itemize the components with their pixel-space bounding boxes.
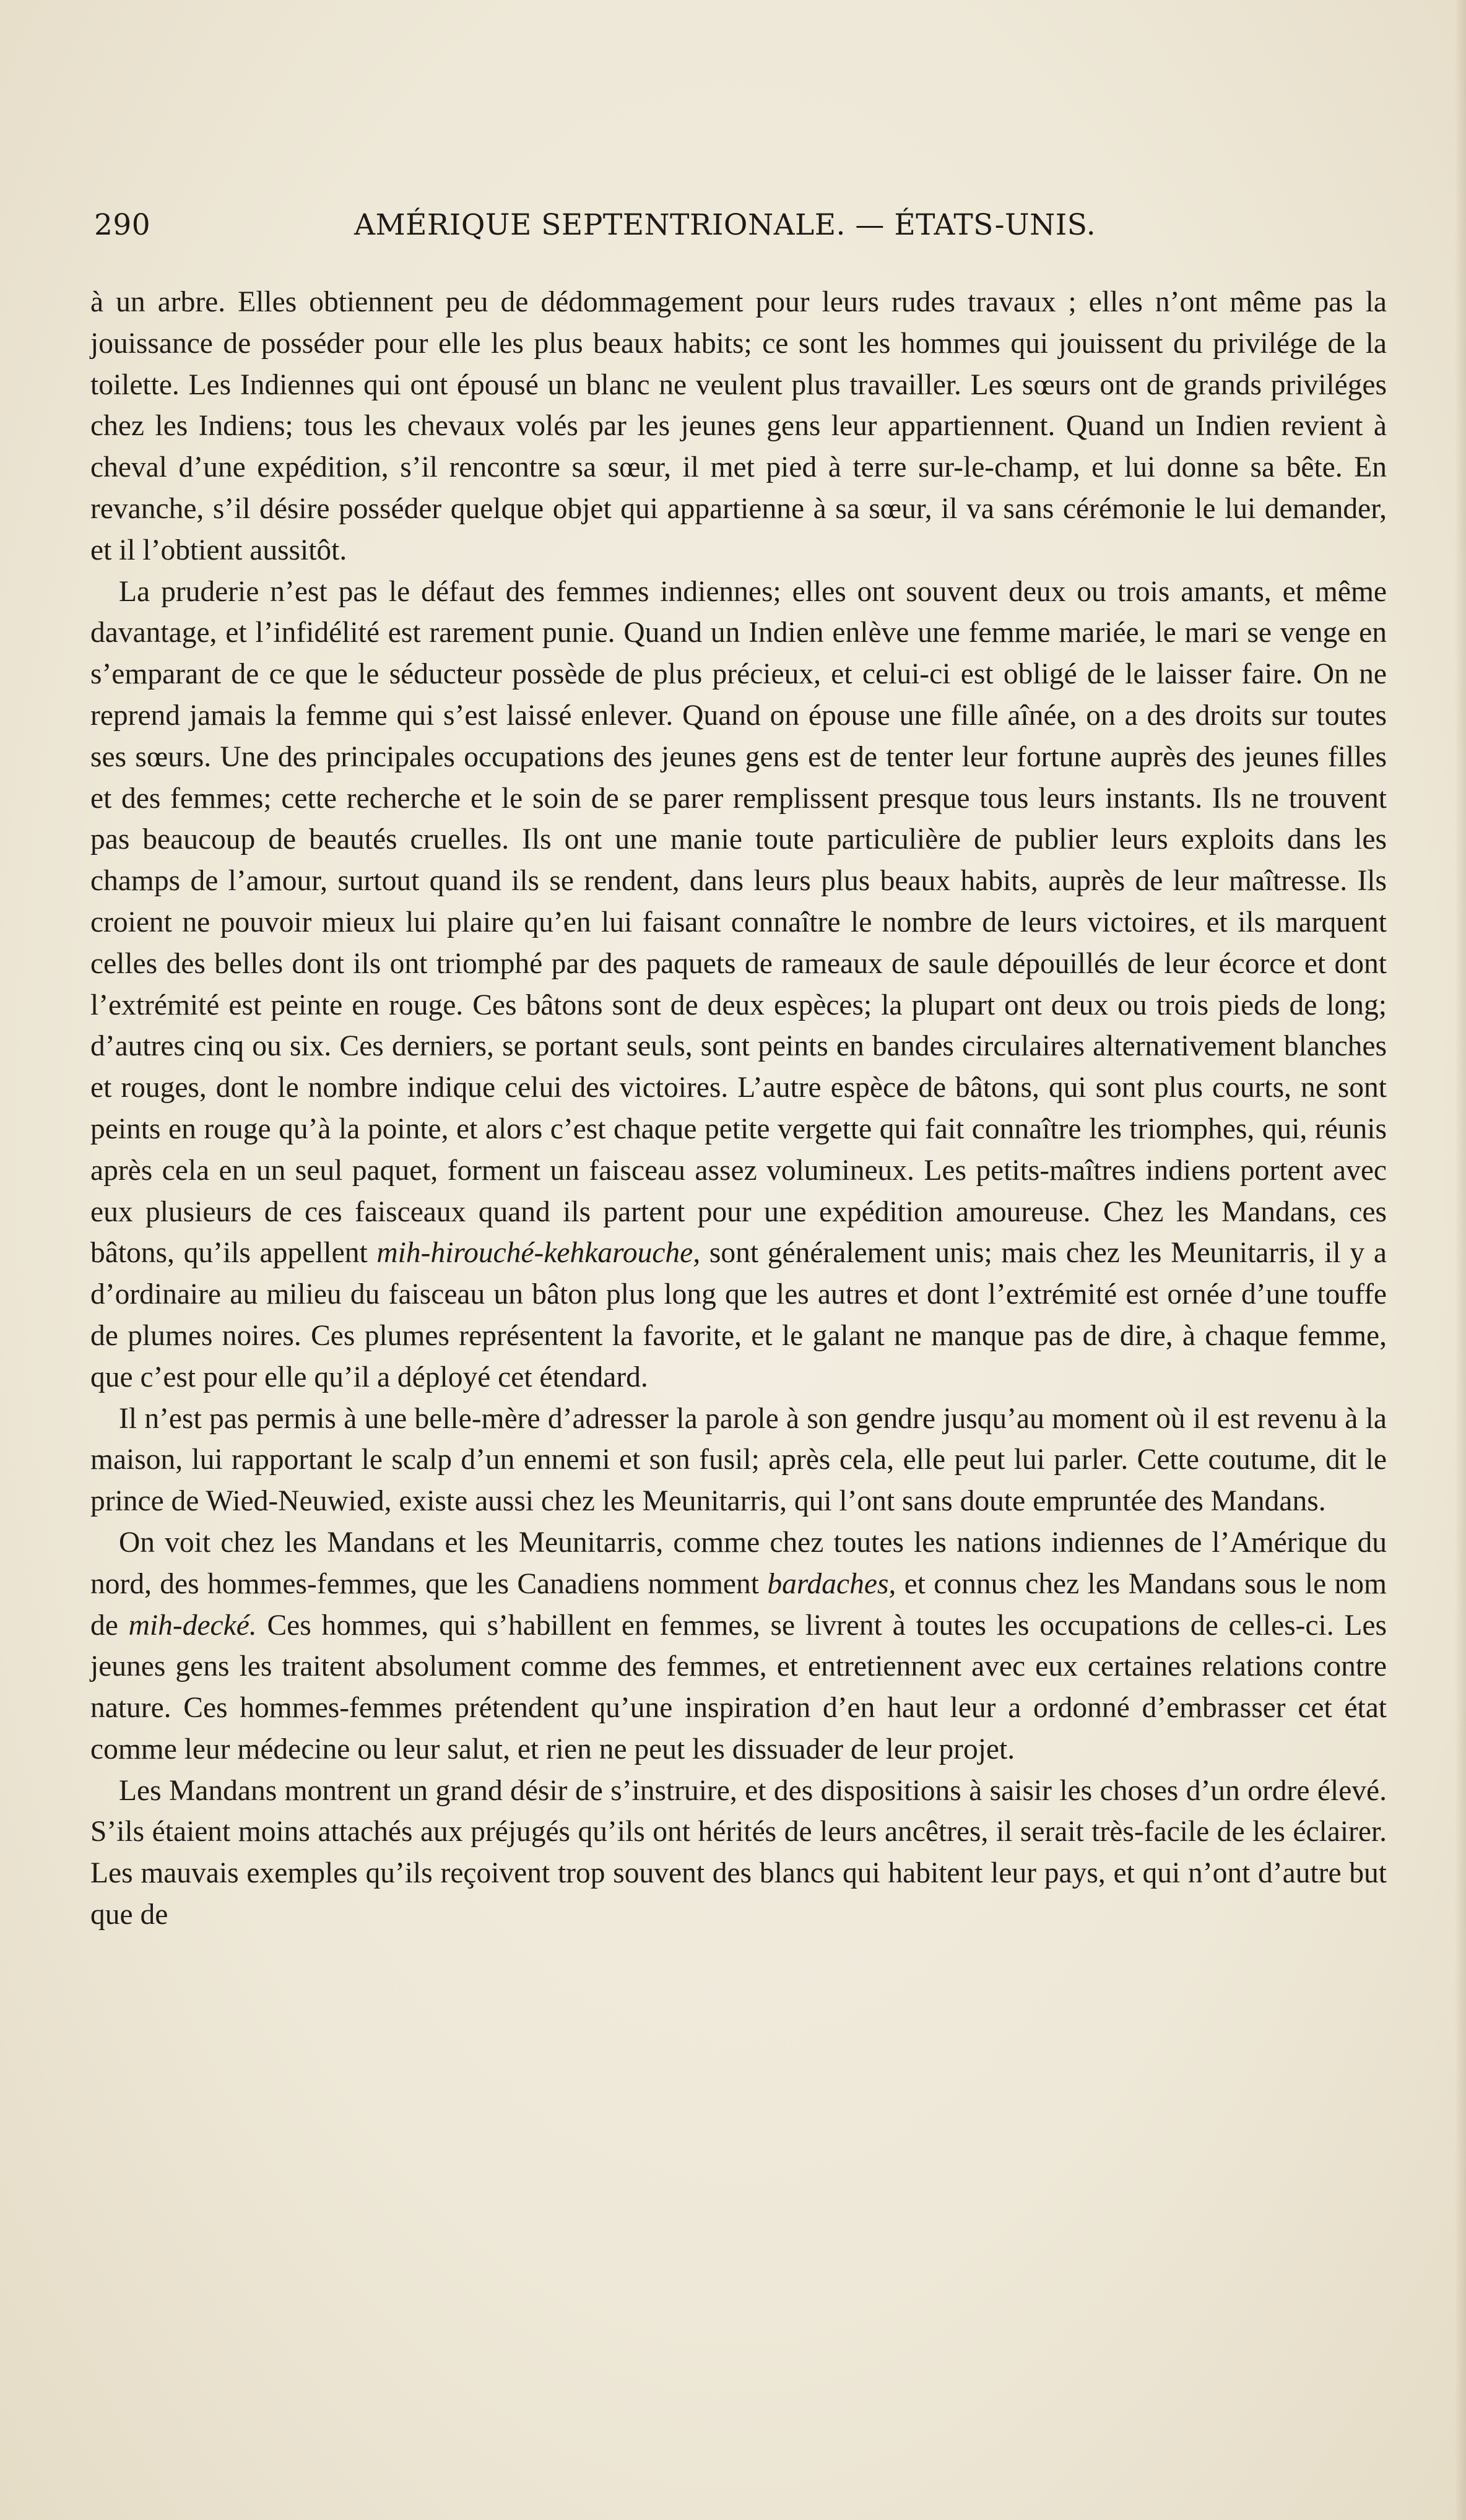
italic-term-mih-decke: mih-decké. (128, 1609, 257, 1642)
paragraph-2-text-b: sont généralement unis; mais chez les Meunitarris, il y a d’ordinaire au milieu du faisceau un bâton plus long que les autres et dont l’extrémité est ornée d’une touffe de plumes noires. Ces plumes représentent la favorite, et le galant ne manque pas de dire, à chaque femme, que c’est pour elle qu’il a déployé cet étendard. (90, 1237, 1387, 1393)
paragraph-4-text-b: et connus chez les Mandans sous le nom de (90, 1567, 1387, 1642)
paragraph-5: Les Mandans montrent un grand désir de s’instruire, et des dispositions à saisir les choses d’un ordre élevé. S’ils étaient moins attachés aux préjugés qu’ils ont hérités de leurs ancêtres, il serait très-facile de les éclairer. Les mauvais exemples qu’ils reçoivent trop souvent des blancs qui habitent leur pays, et qui n’ont d’autre but que de (90, 1774, 1387, 1931)
paragraph-2 (90, 571, 1387, 1398)
paragraph-3: Il n’est pas permis à une belle-mère d’adresser la parole à son gendre jusqu’au moment où il est revenu à la maison, lui rapportant le scalp d’un ennemi et son fusil; après cela, elle peut lui parler. Cette coutume, dit le prince de Wied-Neuwied, existe aussi chez les Meunitarris, qui l’ont sans doute empruntée des Mandans. (90, 1402, 1387, 1518)
running-title: AMÉRIQUE SEPTENTRIONALE. — ÉTATS-UNIS. (354, 208, 1096, 242)
paragraph-1: à un arbre. Elles obtiennent peu de dédommagement pour leurs rudes travaux ; elles n’ont même pas la jouissance de posséder pour elle les plus beaux habits; ce sont les hommes qui jouissent du privilége de la toilette. Les Indiennes qui ont épousé un blanc ne veulent plus travailler. Les sœurs ont de grands priviléges chez les Indiens; tous les chevaux volés par les jeunes gens leur appartiennent. Quand un Indien revient à cheval d’une expédition, s’il rencontre sa sœur, il met pied à terre sur-le-champ, et lui donne sa bête. En revanche, s’il désire posséder quelque objet qui appartienne à sa sœur, il va sans cérémonie le lui demander, et il l’obtient aussitôt. (90, 286, 1387, 566)
body-text (90, 282, 1387, 1936)
paragraph-4-text-a: On voit chez les Mandans et les Meunitarris, comme chez toutes les nations indiennes de l’Amérique du nord, des hommes-femmes, que les Canadiens nomment (90, 1526, 1387, 1600)
italic-term-mih-hirouche: mih-hirouché-kehkarouche, (376, 1237, 701, 1270)
paragraph-4-text-c: Ces hommes, qui s’habillent en femmes, se livrent à toutes les occupations de celles-ci. Les jeunes gens les traitent absolument comme des femmes, et entretiennent avec eux certaines relations contre nature. Ces hommes-femmes prétendent qu’une inspiration d’en haut leur a ordonné d’embrasser cet état comme leur médecine ou leur salut, et rien ne peut les dissuader de leur projet. (90, 1609, 1387, 1765)
paragraph-2-text-a: La pruderie n’est pas le défaut des femmes indiennes; elles ont souvent deux ou trois amants, et même davantage, et l’infidélité est rarement punie. Quand un Indien enlève une femme mariée, le mari se venge en s’emparant de ce que le séducteur possède de plus précieux, et celui-ci est obligé de le laisser faire. On ne reprend jamais la femme qui s’est laissé enlever. Quand on épouse une fille aînée, on a des droits sur toutes ses sœurs. Une des principales occupations des jeunes gens est de tenter leur fortune auprès des jeunes filles et des femmes; cette recherche et le soin de se parer remplissent presque tous leurs instants. Ils ne trouvent pas beaucoup de beautés cruelles. Ils ont une manie toute particulière de publier leurs exploits dans les champs de l’amour, surtout quand ils se rendent, dans leurs plus beaux habits, auprès de leur maîtresse. Ils croient ne pouvoir mieux lui plaire qu’en lui faisant connaître le nombre de leurs victoires, et ils marquent celles des belles dont ils ont triomphé par des paquets de rameaux de saule dépouillés de leur écorce et dont l’extrémité est peinte en rouge. Ces bâtons sont de deux espèces; la plupart ont deux ou trois pieds de long; d’autres cinq ou six. Ces derniers, se portant seuls, sont peints en bandes circulaires alternativement blanches et rouges, dont le nombre indique celui des victoires. L’autre espèce de bâtons, qui sont plus courts, ne sont peints en rouge qu’à la pointe, et alors c’est chaque petite vergette qui fait connaître les triomphes, qui, réunis après cela en un seul paquet, forment un faisceau assez volumineux. Les petits-maîtres indiens portent avec eux plusieurs de ces faisceaux quand ils partent pour une expédition amoureuse. Chez les Mandans, ces bâtons, qu’ils appellent (90, 575, 1387, 1270)
paragraph-4 (90, 1522, 1387, 1770)
page-edge-shadow (1455, 0, 1466, 2520)
italic-term-bardaches: bardaches, (767, 1567, 896, 1600)
running-header (94, 208, 1385, 258)
page-number: 290 (94, 208, 151, 242)
